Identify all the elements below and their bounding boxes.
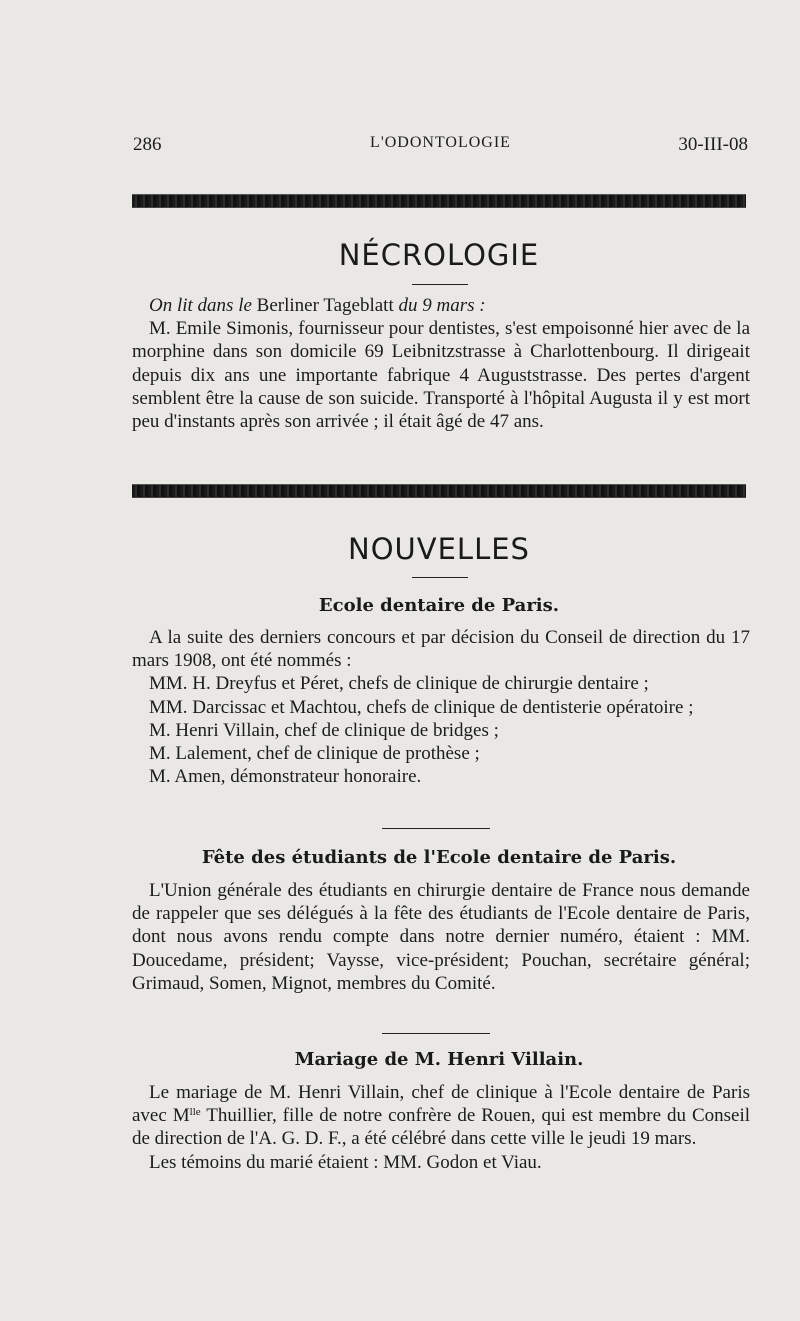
necrologie-article [132, 294, 750, 433]
mariage-heading: Mariage de M. Henri Villain. [294, 1049, 584, 1070]
separator-rule [382, 828, 490, 829]
necrologie-intro [132, 294, 750, 317]
intro-date: du 9 mars : [398, 295, 486, 316]
nomination-item: M. Lalement, chef de clinique de prothèse ; [149, 743, 480, 765]
mariage-superscript: lle [189, 1106, 201, 1119]
nouvelles-title: NOUVELLES [348, 532, 530, 566]
mariage-temoins: Les témoins du marié étaient : MM. Godon et Viau. [149, 1151, 542, 1173]
nomination-item: M. Henri Villain, chef de clinique de bridges ; [149, 719, 499, 741]
running-head [133, 134, 748, 158]
fete-body: L'Union générale des étudiants en chirurgie dentaire de France nous demande de rappeler que ses délégués à la fête des étudiants de l'Ecole dentaire de Paris, dont nous avons rendu compte dans notre dernier numéro, étaient : MM. Doucedame, président; Vaysse, vice-président; Pouchan, secrétaire général; Grimaud, Somen, Mignot, membres du Comité. [132, 880, 750, 994]
ornamental-band-middle [132, 484, 746, 498]
fete-article [132, 879, 750, 995]
nomination-item: M. Amen, démonstrateur honoraire. [149, 766, 422, 788]
issue-date: 30-III-08 [678, 134, 748, 155]
ornamental-band-top [132, 194, 746, 208]
intro-source: Berliner Tageblatt [256, 295, 394, 316]
mariage-text-cont: Thuillier, fille de notre confrère de Rouen, qui est membre du Conseil de direction de l'A. G. D. F., a été célébré dans cette ville le jeudi 19 mars. [132, 1105, 750, 1150]
ecole-article [132, 626, 750, 788]
page-number: 286 [133, 134, 162, 155]
nomination-item: MM. H. Dreyfus et Péret, chefs de clinique de chirurgie dentaire ; [149, 673, 649, 695]
mariage-body [132, 1081, 750, 1151]
mariage-article [132, 1081, 750, 1174]
ecole-intro: A la suite des derniers concours et par décision du Conseil de direction du 17 mars 1908, ont été nommés : [132, 627, 750, 672]
ecole-heading: Ecole dentaire de Paris. [318, 595, 560, 616]
necrologie-body: M. Emile Simonis, fournisseur pour dentistes, s'est empoisonné hier avec de la morphine dans son domicile 69 Leibnitzstrasse à Charlottenbourg. Il dirigeait depuis dix ans une importante fabrique 4 Auguststrasse. Des pertes d'argent semblent être la cause de son suicide. Transporté à l'hôpital Augusta il y est mort peu d'instants après son arrivée ; il était âgé de 47 ans. [132, 318, 750, 433]
necrologie-title: NÉCROLOGIE [338, 238, 540, 272]
journal-title: L'ODONTOLOGIE [370, 134, 511, 151]
title-rule [412, 284, 468, 285]
separator-rule [382, 1033, 490, 1034]
title-rule [412, 577, 468, 578]
mariage-text: Le mariage de M. Henri Villain, chef de clinique à l'Ecole dentaire de Paris avec M [132, 1082, 750, 1127]
nomination-item: MM. Darcissac et Machtou, chefs de clinique de dentisterie opératoire ; [149, 696, 694, 718]
fete-heading: Fête des étudiants de l'Ecole dentaire de Paris. [201, 847, 677, 868]
intro-italic: On lit dans le [149, 295, 252, 316]
